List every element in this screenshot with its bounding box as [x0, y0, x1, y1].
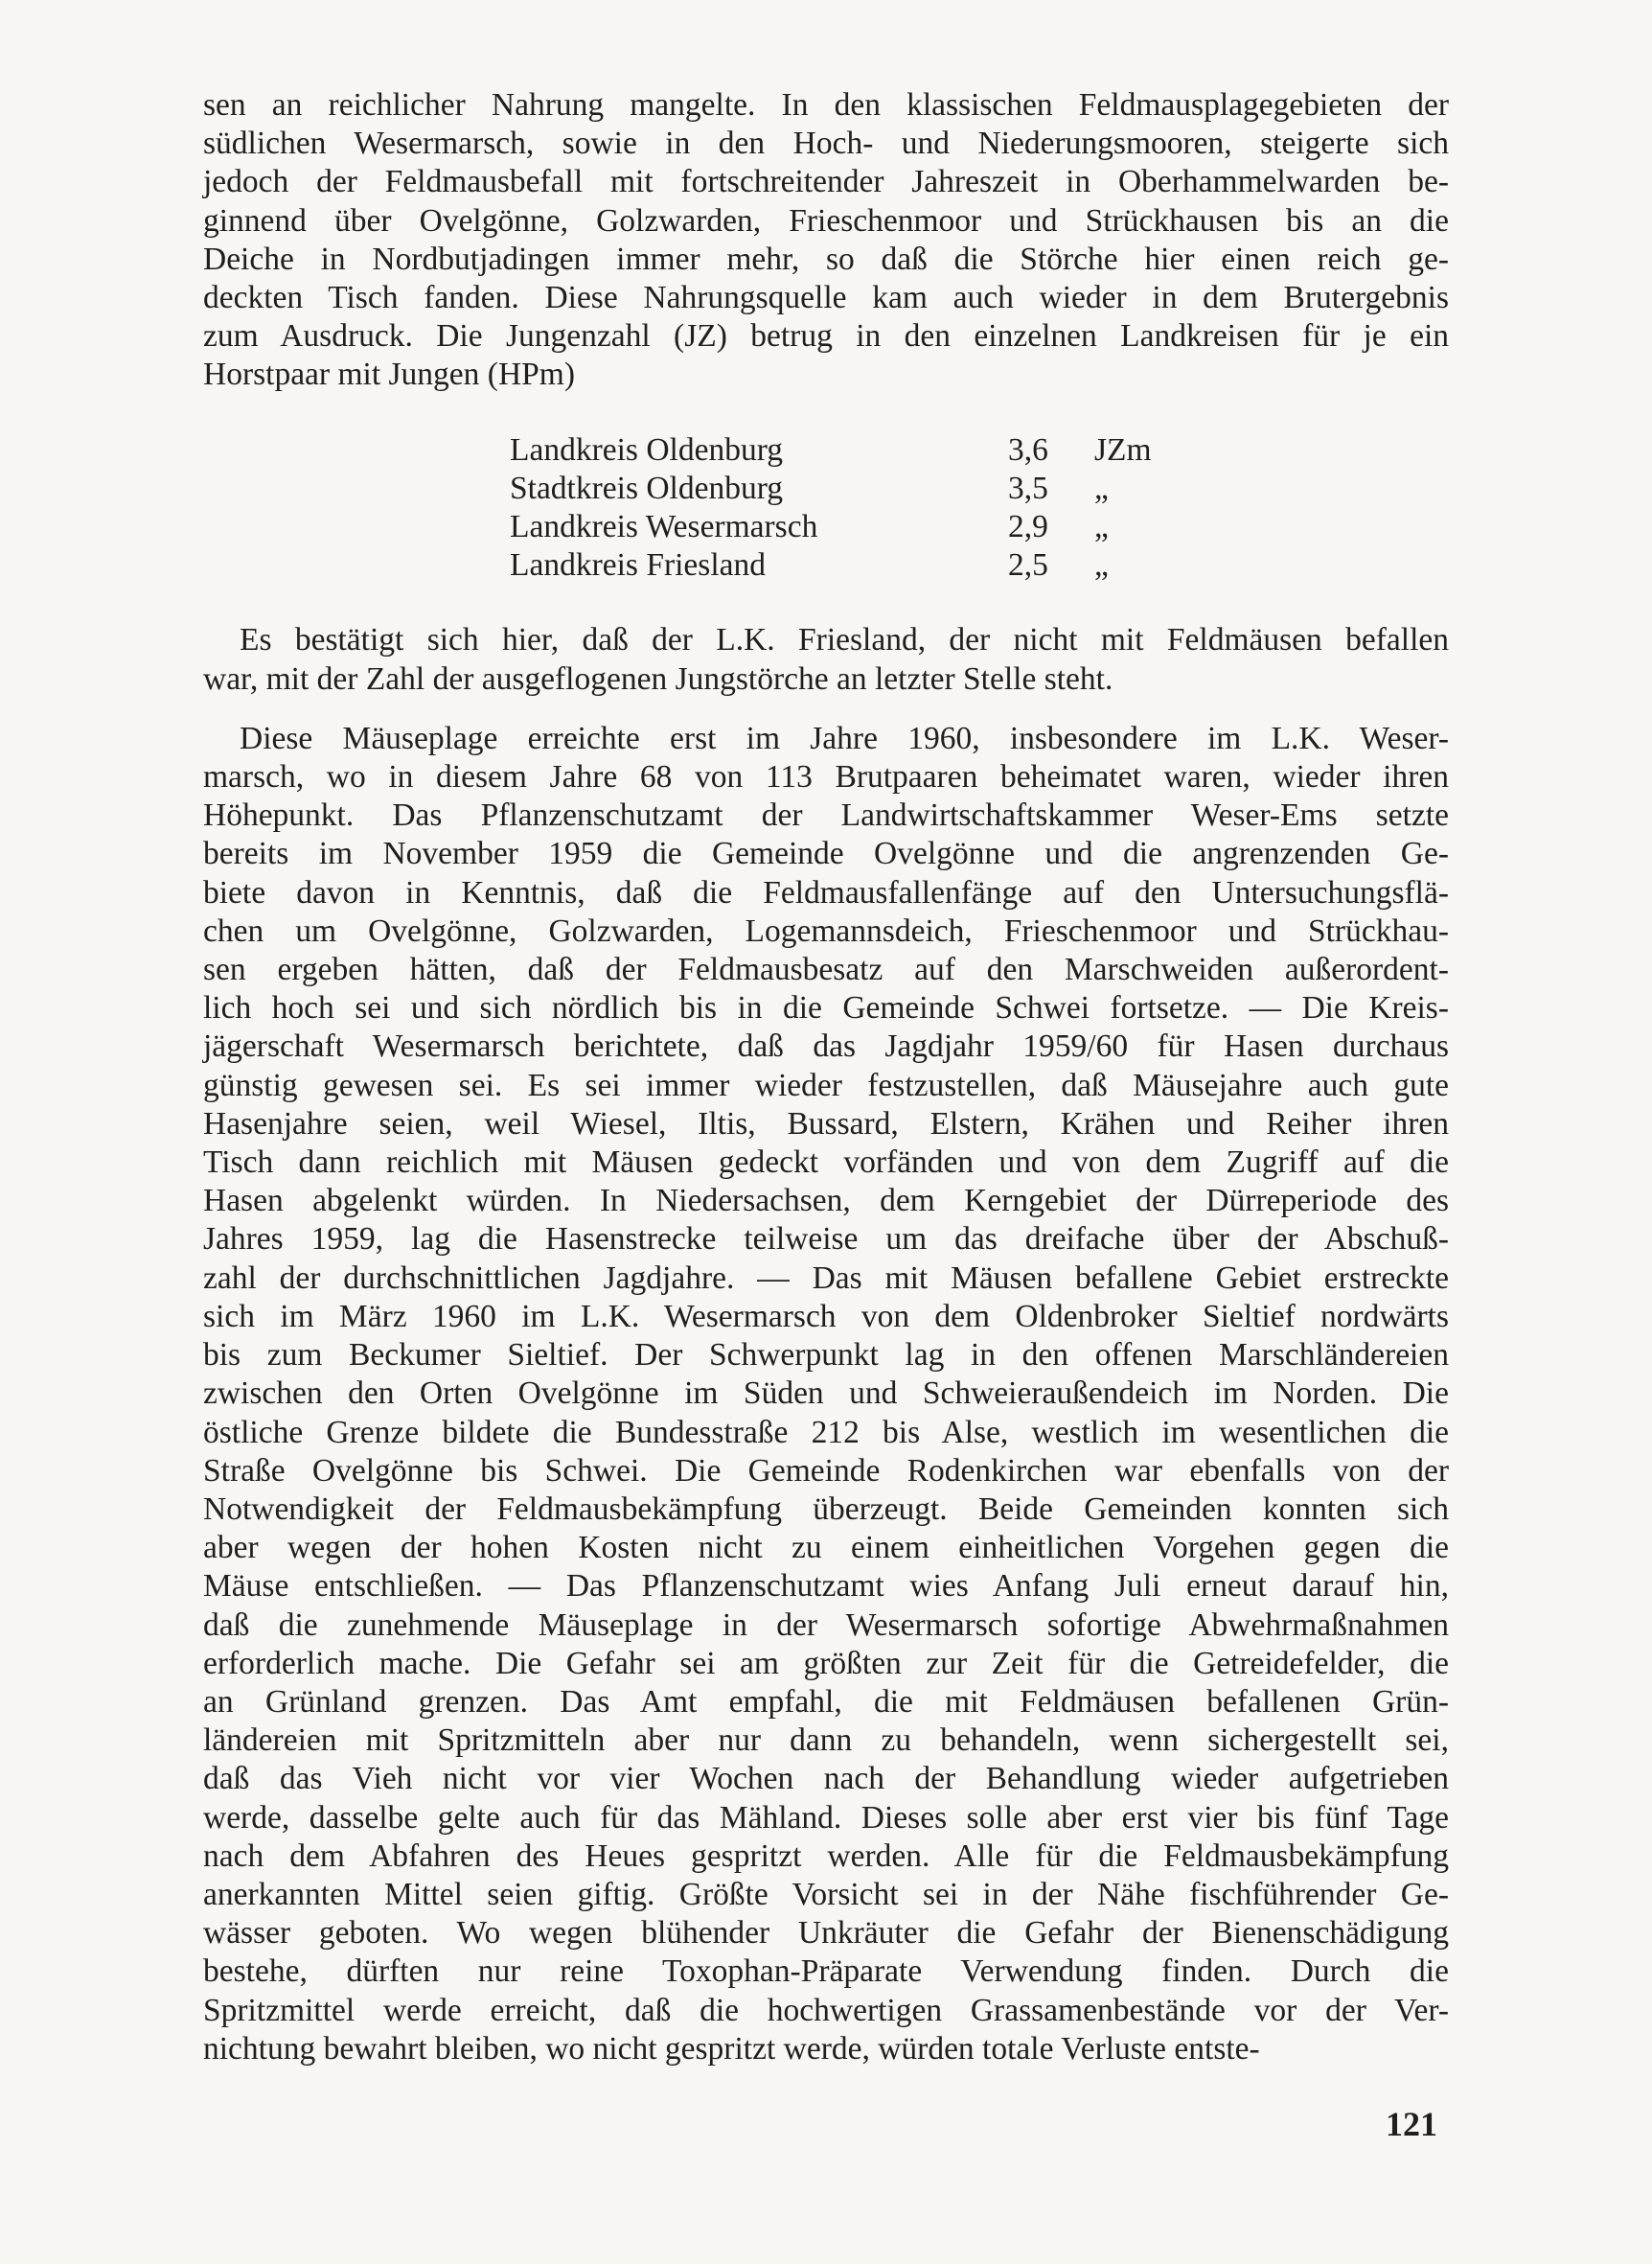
brood-results-table	[510, 431, 1449, 586]
text-line: daß das Vieh nicht vor vier Wochen nach der Behandlung wieder aufgetrieben	[203, 1761, 1449, 1797]
table-cell-name: Stadtkreis Oldenburg	[510, 470, 784, 506]
text-line: war, mit der Zahl der ausgeflogenen Jungstörche an letzter Stelle steht.	[203, 660, 1113, 697]
text-line: Horstpaar mit Jungen (HPm)	[203, 357, 575, 393]
text-line: nichtung bewahrt bleiben, wo nicht gespritzt werde, würden totale Verluste entste-	[203, 2030, 1260, 2067]
text-line: Höhepunkt. Das Pflanzenschutzamt der Landwirtschaftskammer Weser-Ems setzte	[203, 797, 1449, 834]
table-cell-unit: „	[1094, 547, 1109, 584]
text-line: daß die zunehmende Mäuseplage in der Wesermarsch sofortige Abwehrmaßnahmen	[203, 1606, 1449, 1643]
text-line: marsch, wo in diesem Jahre 68 von 113 Brutpaaren beheimatet waren, wieder ihren	[203, 759, 1449, 796]
text-line: Diese Mäuseplage erreichte erst im Jahre 1960, insbesondere im L.K. Weser-	[240, 720, 1449, 756]
text-line: Hasen abgelenkt würden. In Niedersachsen, dem Kerngebiet der Dürreperiode des	[203, 1183, 1449, 1219]
text-line: wässer geboten. Wo wegen blühender Unkräuter die Gefahr der Bienenschädigung	[203, 1915, 1449, 1952]
text-line: Notwendigkeit der Feldmausbekämpfung überzeugt. Beide Gemeinden konnten sich	[203, 1490, 1449, 1527]
table-row	[510, 470, 1449, 508]
table-cell-name: Landkreis Friesland	[510, 547, 767, 584]
text-line: jedoch der Feldmausbefall mit fortschreitender Jahreszeit in Oberhammelwarden be-	[203, 164, 1449, 200]
text-line: erforderlich mache. Die Gefahr sei am größten zur Zeit für die Getreidefelder, die	[203, 1645, 1449, 1681]
text-line: zahl der durchschnittlichen Jagdjahre. — Das mit Mäusen befallene Gebiet erstreckte	[203, 1259, 1449, 1296]
text-line: Deiche in Nordbutjadingen immer mehr, so daß die Störche hier einen reich ge-	[203, 241, 1449, 277]
text-line: ginnend über Ovelgönne, Golzwarden, Frieschenmoor und Strückhausen bis an die	[203, 202, 1449, 239]
text-line: Spritzmittel werde erreicht, daß die hochwertigen Grassamenbestände vor der Ver-	[203, 1992, 1449, 2028]
table-cell-name: Landkreis Oldenburg	[510, 431, 783, 468]
text-line: nach dem Abfahren des Heues gespritzt werden. Alle für die Feldmausbekämpfung	[203, 1837, 1449, 1874]
text-line: günstig gewesen sei. Es sei immer wieder festzustellen, daß Mäusejahre auch gute	[203, 1067, 1449, 1103]
paragraph-3	[203, 720, 1449, 2068]
text-line: sen ergeben hätten, daß der Feldmausbesatz auf den Marschweiden außerordent-	[203, 952, 1449, 988]
text-line: Tisch dann reichlich mit Mäusen gedeckt vorfänden und von dem Zugriff auf die	[203, 1144, 1449, 1181]
table-cell-value: 3,5	[1008, 470, 1048, 506]
text-line: Hasenjahre seien, weil Wiesel, Iltis, Bussard, Elstern, Krähen und Reiher ihren	[203, 1105, 1449, 1142]
table-row	[510, 431, 1449, 470]
text-line: an Grünland grenzen. Das Amt empfahl, die mit Feldmäusen befallenen Grün-	[203, 1683, 1449, 1720]
text-line: deckten Tisch fanden. Diese Nahrungsquelle kam auch wieder in dem Brutergebnis	[203, 280, 1449, 316]
text-line: zum Ausdruck. Die Jungenzahl (JZ) betrug in den einzelnen Landkreisen für je ein	[203, 318, 1449, 355]
text-line: bestehe, dürften nur reine Toxophan-Präparate Verwendung finden. Durch die	[203, 1953, 1449, 1990]
table-row	[510, 508, 1449, 546]
text-line: werde, dasselbe gelte auch für das Mähland. Dieses solle aber erst vier bis fünf Tage	[203, 1799, 1449, 1836]
table-row	[510, 546, 1449, 585]
table-cell-unit: „	[1094, 470, 1109, 506]
table-cell-unit: „	[1094, 509, 1109, 545]
table-cell-name: Landkreis Wesermarsch	[510, 509, 818, 545]
text-line: Straße Ovelgönne bis Schwei. Die Gemeinde Rodenkirchen war ebenfalls von der	[203, 1452, 1449, 1489]
text-line: Jahres 1959, lag die Hasenstrecke teilweise um das dreifache über der Abschuß-	[203, 1221, 1449, 1258]
text-line: anerkannten Mittel seien giftig. Größte Vorsicht sei in der Nähe fischführender Ge-	[203, 1876, 1449, 1912]
table-cell-value: 2,9	[1008, 509, 1048, 545]
text-line: Mäuse entschließen. — Das Pflanzenschutzamt wies Anfang Juli erneut darauf hin,	[203, 1568, 1449, 1605]
text-line: chen um Ovelgönne, Golzwarden, Logemannsdeich, Frieschenmoor und Strückhau-	[203, 913, 1449, 949]
page-number: 121	[1386, 2105, 1437, 2143]
paragraph-1	[203, 86, 1449, 395]
paragraph-2	[203, 621, 1449, 698]
text-line: sen an reichlicher Nahrung mangelte. In den klassischen Feldmausplagegebieten der	[203, 87, 1449, 123]
text-line: jägerschaft Wesermarsch berichtete, daß das Jagdjahr 1959/60 für Hasen durchaus	[203, 1028, 1449, 1065]
text-line: Es bestätigt sich hier, daß der L.K. Friesland, der nicht mit Feldmäusen befallen	[240, 622, 1449, 658]
text-line: lich hoch sei und sich nördlich bis in die Gemeinde Schwei fortsetze. — Die Kreis-	[203, 990, 1449, 1027]
table-cell-unit: JZm	[1094, 431, 1152, 468]
text-line: sich im März 1960 im L.K. Wesermarsch von dem Oldenbroker Sieltief nordwärts	[203, 1298, 1449, 1334]
text-line: ländereien mit Spritzmitteln aber nur dann zu behandeln, wenn sichergestellt sei,	[203, 1722, 1449, 1759]
table-cell-value: 3,6	[1008, 431, 1048, 468]
text-line: biete davon in Kenntnis, daß die Feldmausfallenfänge auf den Untersuchungsflä-	[203, 874, 1449, 911]
text-line: südlichen Wesermarsch, sowie in den Hoch- und Niederungsmooren, steigerte sich	[203, 126, 1449, 162]
table-cell-value: 2,5	[1008, 547, 1048, 584]
text-line: zwischen den Orten Ovelgönne im Süden und Schweieraußendeich im Norden. Die	[203, 1375, 1449, 1412]
page-body	[203, 86, 1449, 2068]
text-line: östliche Grenze bildete die Bundesstraße 212 bis Alse, westlich im wesentlichen die	[203, 1414, 1449, 1450]
text-line: bis zum Beckumer Sieltief. Der Schwerpunkt lag in den offenen Marschländereien	[203, 1337, 1449, 1374]
text-line: bereits im November 1959 die Gemeinde Ovelgönne und die angrenzenden Ge-	[203, 836, 1449, 872]
text-line: aber wegen der hohen Kosten nicht zu einem einheitlichen Vorgehen gegen die	[203, 1530, 1449, 1566]
